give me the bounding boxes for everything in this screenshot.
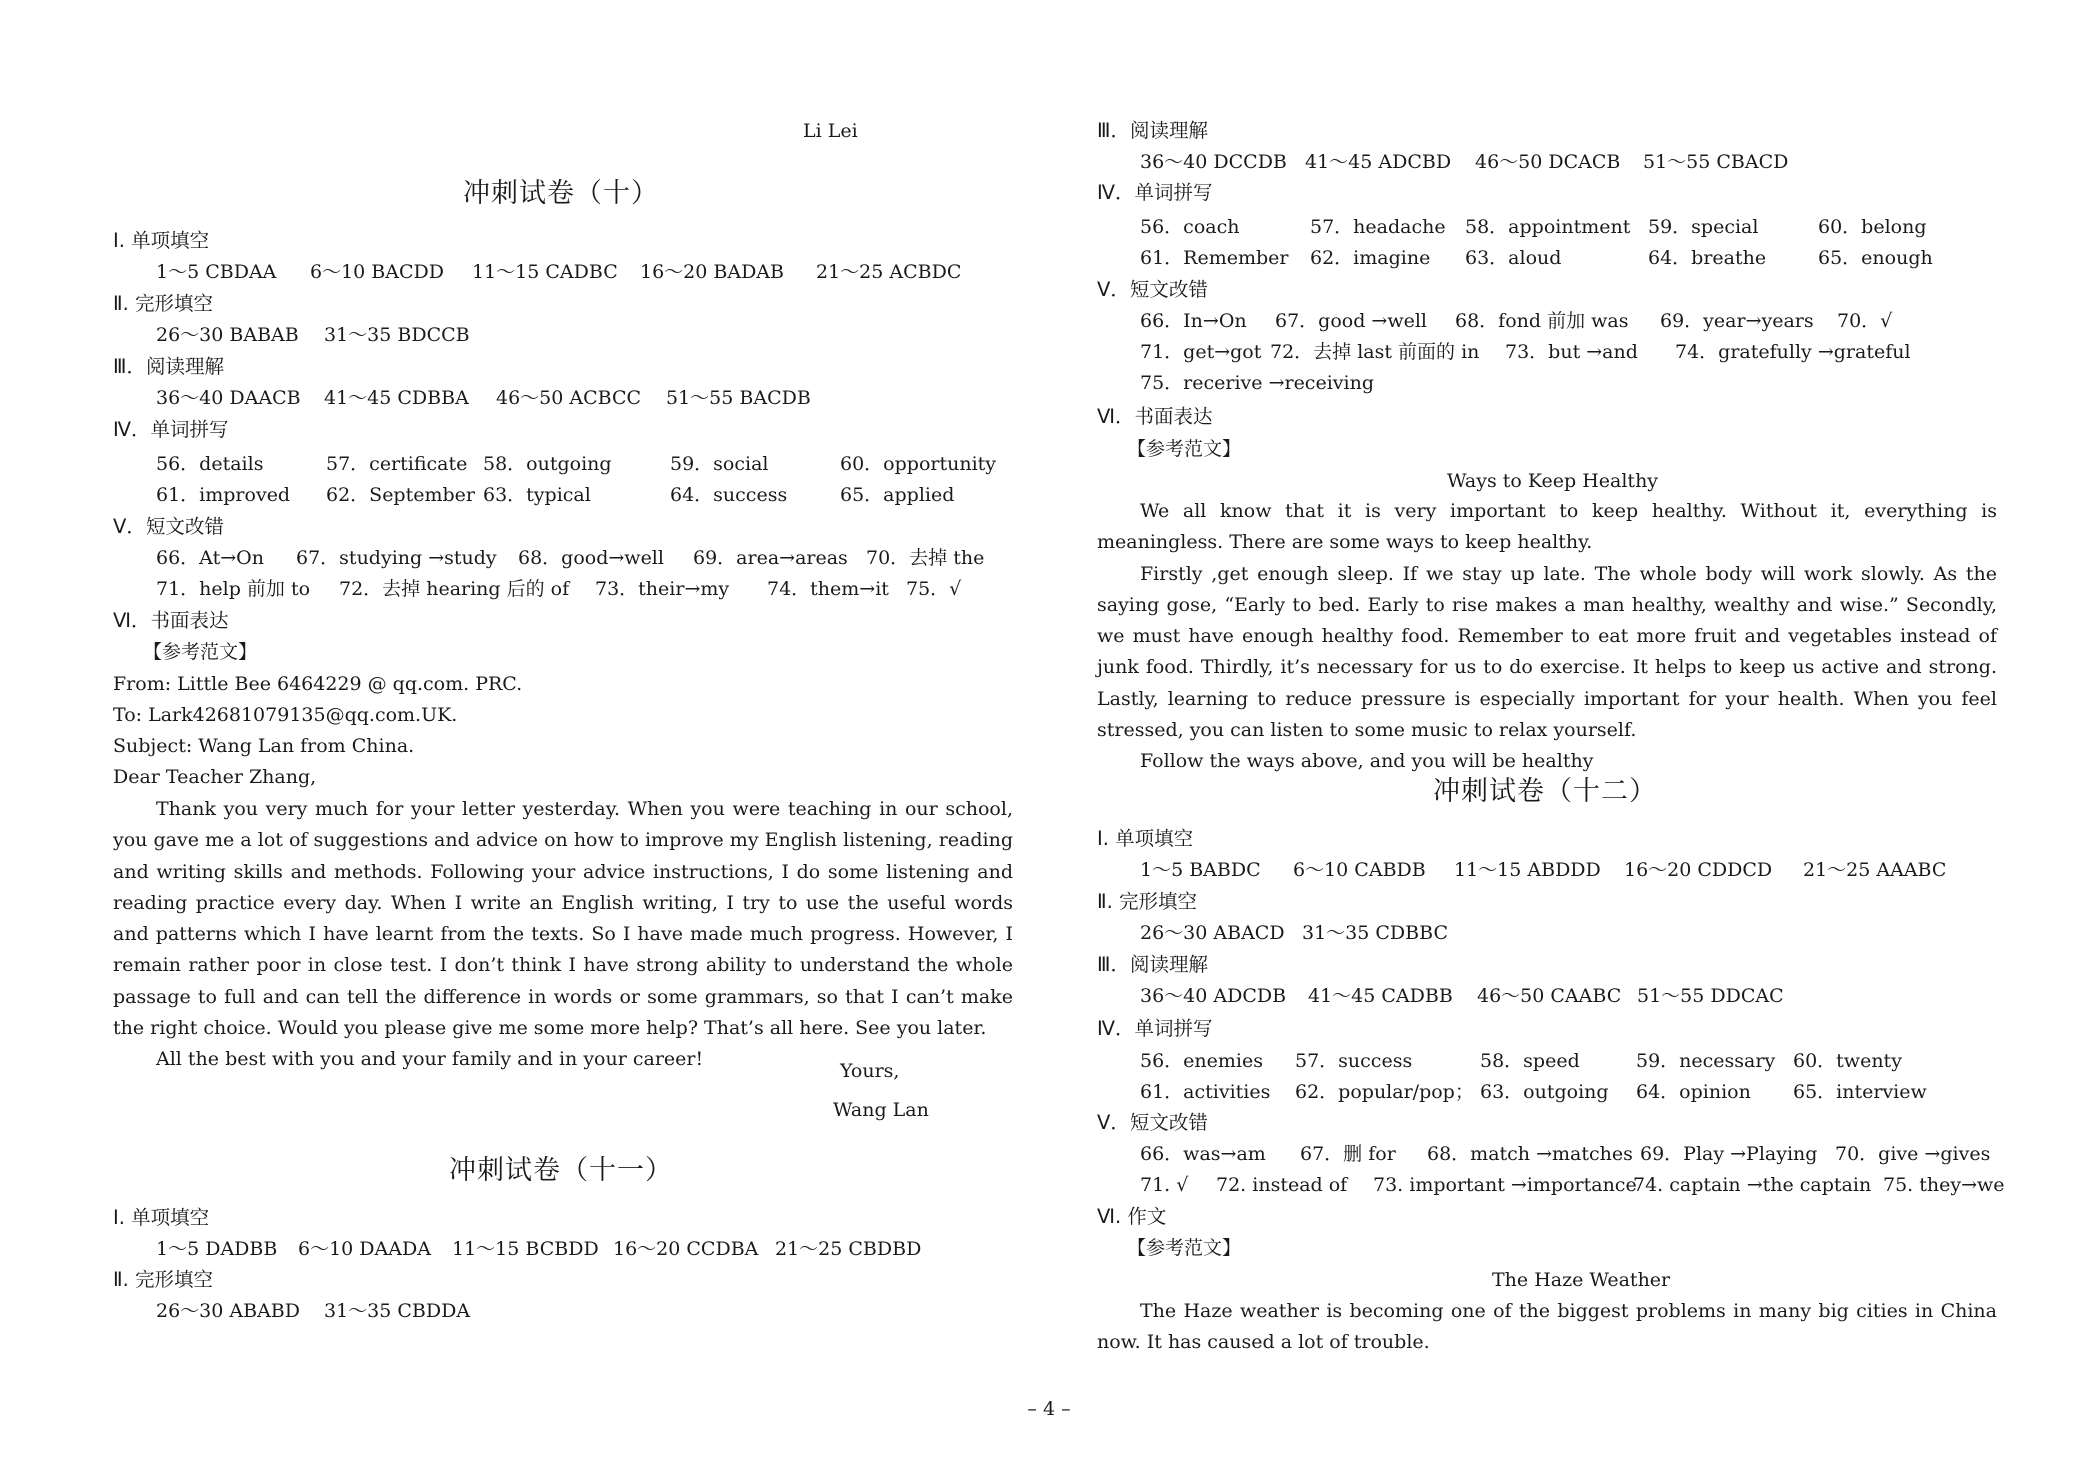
spelling-answer: 63．aloud bbox=[1465, 247, 1562, 269]
answer-range: 31～35 BDCCB bbox=[324, 324, 470, 346]
spelling-answer: 65．enough bbox=[1818, 247, 1933, 269]
spelling-answer: 58．appointment bbox=[1465, 216, 1631, 238]
spelling-answer: 63．outgoing bbox=[1480, 1081, 1609, 1103]
spelling-answer: 60．belong bbox=[1818, 216, 1927, 238]
answer-range: 16～20 BADAB bbox=[640, 261, 784, 283]
answer-range: 46～50 ACBCC bbox=[496, 387, 642, 409]
answer-range: 21～25 AAABC bbox=[1803, 859, 1947, 881]
answer-range: 6～10 CABDB bbox=[1293, 859, 1426, 881]
spelling-answer: 60．opportunity bbox=[840, 453, 997, 475]
spelling-answer: 58．outgoing bbox=[483, 453, 612, 475]
answer-range: 11～15 BCBDD bbox=[452, 1238, 599, 1260]
reference-essay-label: 【参考范文】 bbox=[143, 641, 258, 663]
letter-greeting: Dear Teacher Zhang, bbox=[113, 766, 317, 788]
p11-section-4-label: Ⅳ．单词拼写 bbox=[1097, 181, 1213, 204]
p11-section-1-label: Ⅰ. 单项填空 bbox=[113, 1206, 210, 1229]
spelling-answer: 62．September bbox=[326, 484, 475, 506]
answer-range: 16～20 CDDCD bbox=[1624, 859, 1773, 881]
answer-range: 26～30 ABACD bbox=[1140, 922, 1285, 944]
spelling-answer: 65．applied bbox=[840, 484, 955, 506]
essay-paragraph: The Haze weather is becoming one of the biggest problems in many big cities in China now. It has caused a lot of trouble. bbox=[1097, 1300, 1997, 1354]
correction-answer: 67．studying →study bbox=[296, 547, 497, 569]
spelling-answer: 64．breathe bbox=[1648, 247, 1767, 269]
essay-paragraph: Firstly ,get enough sleep. If we stay up late. The whole body will work slowly. As the saying gose, “Early to bed. Early to rise makes a man healthy, wealthy and wise.” Secondly, we must have enough healthy food. Remember to eat more fruit and vegetables instead of junk food. Thirdly, it’s necessary for us to do exercise. It helps to keep us active and strong. Lastly, learning to reduce pressure is especially important for your health. When you feel stressed, you can listen to some music to relax yourself. bbox=[1097, 562, 1997, 742]
letter-paragraph: Thank you very much for your letter yesterday. When you were teaching in our school, you gave me a lot of suggestions and advice on how to improve my English listening, reading and writing skills and methods. Following your advice instructions, I do some listening and reading practice every day. When I write an English writing, I try to use the useful words and patterns which I have learnt from the texts. So I have made much progress. However, I remain rather poor in close test. I don’t think I have strong ability to understand the whole passage to full and can tell the difference in words or some grammars, so that I can’t make the right choice. Would you please give me some more help? That’s all here. See you later. bbox=[113, 798, 1013, 1040]
answer-range: 51～55 DDCAC bbox=[1637, 985, 1784, 1007]
essay-body bbox=[1097, 1296, 1997, 1359]
p12-section-3-label: Ⅲ．阅读理解 bbox=[1097, 953, 1208, 976]
p11-section-5-label: Ⅴ．短文改错 bbox=[1097, 278, 1208, 301]
answer-range: 6～10 DAADA bbox=[298, 1238, 431, 1260]
essay-paragraph: Follow the ways above, and you will be healthy bbox=[1140, 750, 1594, 773]
reference-essay-label: 【参考范文】 bbox=[1127, 1237, 1242, 1259]
letter-paragraph: All the best with you and your family and in your career! bbox=[156, 1048, 704, 1071]
correction-answer: 73．their→my bbox=[595, 578, 730, 600]
letter-signature: Wang Lan bbox=[833, 1099, 929, 1121]
answer-range: 46～50 CAABC bbox=[1477, 985, 1622, 1007]
p12-section-4-label: Ⅳ．单词拼写 bbox=[1097, 1017, 1213, 1040]
essay-title: The Haze Weather bbox=[1492, 1269, 1671, 1291]
answer-range: 21～25 CBDBD bbox=[775, 1238, 922, 1260]
correction-answer: 75．√ bbox=[906, 578, 962, 600]
correction-answer: 70．√ bbox=[1837, 310, 1893, 332]
correction-answer: 71. √ bbox=[1140, 1174, 1189, 1196]
spelling-answer: 57．success bbox=[1295, 1050, 1413, 1072]
answer-range: 51～55 CBACD bbox=[1643, 151, 1789, 173]
spelling-answer: 62．imagine bbox=[1310, 247, 1431, 269]
top-signature: Li Lei bbox=[803, 120, 858, 142]
reference-essay-label: 【参考范文】 bbox=[1127, 438, 1242, 460]
correction-answer: 74. captain →the captain bbox=[1633, 1174, 1872, 1196]
answer-range: 11～15 CADBC bbox=[472, 261, 618, 283]
spelling-answer: 56．details bbox=[156, 453, 264, 475]
answer-range: 41～45 CDBBA bbox=[324, 387, 469, 409]
spelling-answer: 64．opinion bbox=[1636, 1081, 1751, 1103]
spelling-answer: 57．certificate bbox=[326, 453, 468, 475]
letter-body bbox=[113, 794, 1013, 1076]
spelling-answer: 59．special bbox=[1648, 216, 1759, 238]
spelling-answer: 62．popular/pop； bbox=[1295, 1081, 1474, 1103]
essay-paragraph: We all know that it is very important to keep healthy. Without it, everything is meaningless. There are some ways to keep healthy. bbox=[1097, 500, 1997, 554]
answer-range: 1～5 CBDAA bbox=[156, 261, 277, 283]
answer-range: 1～5 BABDC bbox=[1140, 859, 1261, 881]
correction-answer: 72．去掉 last 前面的 in bbox=[1270, 341, 1480, 363]
spelling-answer: 58．speed bbox=[1480, 1050, 1580, 1072]
spelling-answer: 56．enemies bbox=[1140, 1050, 1263, 1072]
answer-range: 36～40 DCCDB bbox=[1140, 151, 1287, 173]
p12-section-2-label: Ⅱ. 完形填空 bbox=[1097, 890, 1197, 913]
correction-answer: 74．them→it bbox=[767, 578, 889, 600]
email-to: To: Lark42681079135@qq.com.UK. bbox=[113, 704, 458, 726]
spelling-answer: 65．interview bbox=[1793, 1081, 1927, 1103]
correction-answer: 75．recerive →receiving bbox=[1140, 372, 1374, 394]
spelling-answer: 64．success bbox=[670, 484, 788, 506]
correction-answer: 68．good→well bbox=[518, 547, 664, 569]
answer-range: 36～40 DAACB bbox=[156, 387, 301, 409]
p12-section-1-label: Ⅰ. 单项填空 bbox=[1097, 827, 1194, 850]
correction-answer: 66．was→am bbox=[1140, 1143, 1266, 1165]
spelling-answer: 61．activities bbox=[1140, 1081, 1271, 1103]
answer-range: 41～45 ADCBD bbox=[1305, 151, 1452, 173]
correction-answer: 72. instead of bbox=[1216, 1174, 1348, 1196]
p11-section-2-label: Ⅱ. 完形填空 bbox=[113, 1268, 213, 1291]
correction-answer: 70．give →gives bbox=[1835, 1143, 1991, 1165]
spelling-answer: 59．necessary bbox=[1636, 1050, 1776, 1072]
p11-section-6-label: Ⅵ．书面表达 bbox=[1097, 405, 1213, 428]
correction-answer: 69．area→areas bbox=[693, 547, 848, 569]
spelling-answer: 61．improved bbox=[156, 484, 291, 506]
spelling-answer: 60．twenty bbox=[1793, 1050, 1902, 1072]
paper-11-title: 冲刺试卷（十一） bbox=[449, 1155, 673, 1186]
p11-section-3-label: Ⅲ．阅读理解 bbox=[1097, 119, 1208, 142]
answer-range: 6～10 BACDD bbox=[310, 261, 444, 283]
p10-section-6-label: Ⅵ．书面表达 bbox=[113, 609, 229, 632]
p10-section-5-label: Ⅴ．短文改错 bbox=[113, 515, 224, 538]
email-from: From: Little Bee 6464229 @ qq.com. PRC. bbox=[113, 673, 523, 695]
answer-range: 26～30 ABABD bbox=[156, 1300, 300, 1322]
spelling-answer: 56．coach bbox=[1140, 216, 1240, 238]
p10-section-4-label: Ⅳ．单词拼写 bbox=[113, 418, 229, 441]
letter-closing: Yours, bbox=[840, 1060, 900, 1082]
p10-section-2-label: Ⅱ. 完形填空 bbox=[113, 292, 213, 315]
answer-range: 1～5 DADBB bbox=[156, 1238, 278, 1260]
correction-answer: 67．删 for bbox=[1300, 1143, 1396, 1165]
answer-range: 31～35 CBDDA bbox=[324, 1300, 471, 1322]
essay-title: Ways to Keep Healthy bbox=[1447, 470, 1659, 492]
answer-range: 11～15 ABDDD bbox=[1454, 859, 1601, 881]
correction-answer: 67．good →well bbox=[1275, 310, 1428, 332]
correction-answer: 68．fond 前加 was bbox=[1455, 310, 1629, 332]
answer-range: 21～25 ACBDC bbox=[816, 261, 962, 283]
correction-answer: 74．gratefully →grateful bbox=[1675, 341, 1911, 363]
correction-answer: 69．year→years bbox=[1660, 310, 1814, 332]
correction-answer: 69．Play →Playing bbox=[1640, 1143, 1818, 1165]
email-subject: Subject: Wang Lan from China. bbox=[113, 735, 415, 757]
p12-section-6-label: Ⅵ. 作文 bbox=[1097, 1205, 1167, 1228]
correction-answer: 71．help 前加 to bbox=[156, 578, 311, 600]
p10-section-3-label: Ⅲ．阅读理解 bbox=[113, 355, 224, 378]
correction-answer: 70．去掉 the bbox=[866, 547, 985, 569]
spelling-answer: 59．social bbox=[670, 453, 769, 475]
correction-answer: 66．In→On bbox=[1140, 310, 1247, 332]
answer-range: 16～20 CCDBA bbox=[613, 1238, 759, 1260]
answer-range: 31～35 CDBBC bbox=[1302, 922, 1448, 944]
spelling-answer: 61．Remember bbox=[1140, 247, 1289, 269]
correction-answer: 72．去掉 hearing 后的 of bbox=[339, 578, 570, 600]
correction-answer: 66．At→On bbox=[156, 547, 264, 569]
spelling-answer: 63．typical bbox=[483, 484, 591, 506]
answer-range: 46～50 DCACB bbox=[1475, 151, 1621, 173]
answer-range: 26～30 BABAB bbox=[156, 324, 299, 346]
paper-12-title: 冲刺试卷（十二） bbox=[1433, 776, 1657, 807]
page-number: – 4 – bbox=[1027, 1398, 1071, 1420]
correction-answer: 68．match →matches bbox=[1427, 1143, 1633, 1165]
correction-answer: 75. they→we bbox=[1883, 1174, 2005, 1196]
answer-range: 41～45 CADBB bbox=[1308, 985, 1453, 1007]
p12-section-5-label: Ⅴ．短文改错 bbox=[1097, 1111, 1208, 1134]
correction-answer: 71．get→got bbox=[1140, 341, 1262, 363]
paper-10-title: 冲刺试卷（十） bbox=[463, 178, 659, 209]
answer-range: 51～55 BACDB bbox=[666, 387, 811, 409]
p10-section-1-label: Ⅰ. 单项填空 bbox=[113, 229, 210, 252]
correction-answer: 73. important →importance bbox=[1373, 1174, 1637, 1196]
answer-range: 36～40 ADCDB bbox=[1140, 985, 1287, 1007]
correction-answer: 73．but →and bbox=[1505, 341, 1638, 363]
essay-body bbox=[1097, 496, 1997, 778]
spelling-answer: 57．headache bbox=[1310, 216, 1446, 238]
